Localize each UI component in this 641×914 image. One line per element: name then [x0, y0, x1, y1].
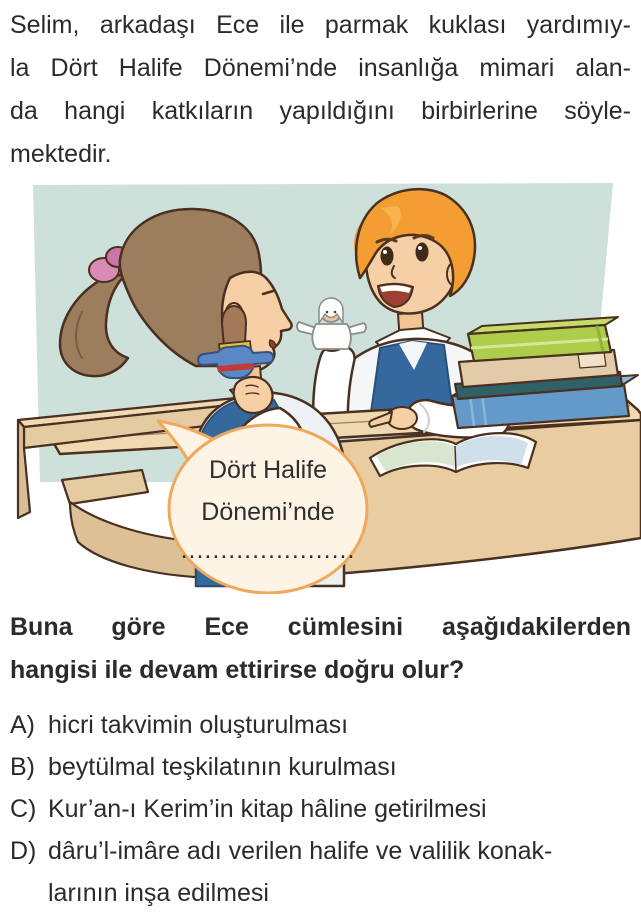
intro-line: Selim, arkadaşı Ece ile parmak kuklası yardımıy-: [10, 11, 631, 39]
option-letter: C): [10, 795, 37, 823]
option-text-line: larının inşa edilmesi: [48, 879, 269, 907]
question-stem: [0, 606, 641, 692]
intro-line: da hangi katkıların yapıldığını birbirlerine söyle-: [10, 97, 631, 125]
scene-illustration: [0, 182, 641, 594]
speech-bubble-line: Dört Halife: [208, 456, 328, 484]
intro-paragraph: [0, 0, 641, 176]
option-text: hicri takvimin oluşturulması: [48, 711, 349, 739]
option-c: [10, 788, 631, 830]
question-line: Buna göre Ece cümlesini aşağıdakilerden: [10, 613, 631, 641]
intro-line: la Dört Halife Dönemi’nde insanlığa mimari alan-: [10, 54, 631, 82]
option-text: Kur’an-ı Kerim’in kitap hâline getirilmesi: [48, 795, 487, 823]
answer-options: [0, 704, 641, 914]
book-stack: [452, 317, 638, 428]
option-text: [48, 830, 631, 914]
speech-bubble-dots: ......................: [180, 536, 356, 564]
option-letter: B): [10, 753, 35, 781]
option-d: [10, 830, 631, 914]
option-a: [10, 704, 631, 746]
option-text: beytülmal teşkilatının kurulması: [48, 753, 397, 781]
option-letter: A): [10, 711, 35, 739]
girl-hand: [234, 377, 273, 413]
speech-bubble-line: Dönemi’nde: [201, 498, 335, 526]
intro-line: mektedir.: [10, 140, 112, 168]
option-text-line: dâru’l-imâre adı verilen halife ve valilik konak-: [48, 837, 553, 865]
option-letter: D): [10, 837, 37, 865]
question-line: hangisi ile devam ettirirse doğru olur?: [10, 656, 465, 684]
option-b: [10, 746, 631, 788]
